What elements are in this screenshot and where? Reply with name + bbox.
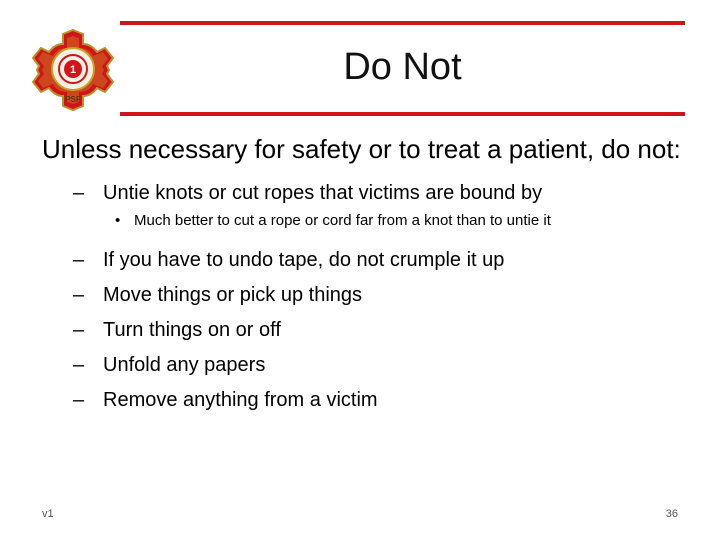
sub-bullet-marker: • [115, 212, 121, 229]
bullet-dash: – [73, 182, 85, 204]
sub-bullet-text: Much better to cut a rope or cord far from a knot than to untie it [134, 212, 551, 229]
bullet-item [42, 313, 702, 348]
bullet-dash: – [73, 354, 85, 376]
bullet-text: Unfold any papers [103, 354, 266, 376]
bullet-item [42, 176, 702, 211]
bullet-item [42, 243, 702, 278]
logo-center-number: 1 [69, 64, 77, 76]
bullet-text: Move things or pick up things [103, 284, 363, 306]
slide-title: Do Not [343, 46, 462, 88]
intro-paragraph: Unless necessary for safety or to treat a patient, do not: [42, 134, 681, 164]
bullet-dash: – [73, 319, 85, 341]
logo-bottom-text: PSF [65, 95, 81, 104]
bullet-dash: – [73, 284, 85, 306]
bullet-item [42, 278, 702, 313]
page-number: 36 [665, 508, 678, 520]
bullet-text: Remove anything from a victim [103, 389, 378, 411]
slide-body [42, 132, 702, 418]
title-top-rule [120, 21, 685, 25]
sub-bullet-item [42, 211, 702, 231]
bullet-text: If you have to undo tape, do not crumple it up [103, 249, 505, 271]
bullet-item [42, 348, 702, 383]
bullet-dash: – [73, 389, 85, 411]
fire-service-maltese-cross-icon [31, 28, 115, 112]
bullet-text: Turn things on or off [103, 319, 281, 341]
bullet-item [42, 383, 702, 418]
title-bottom-rule [120, 112, 685, 116]
bullet-text: Untie knots or cut ropes that victims are bound by [103, 182, 543, 204]
footer-version: v1 [42, 508, 54, 520]
bullet-dash: – [73, 249, 85, 271]
